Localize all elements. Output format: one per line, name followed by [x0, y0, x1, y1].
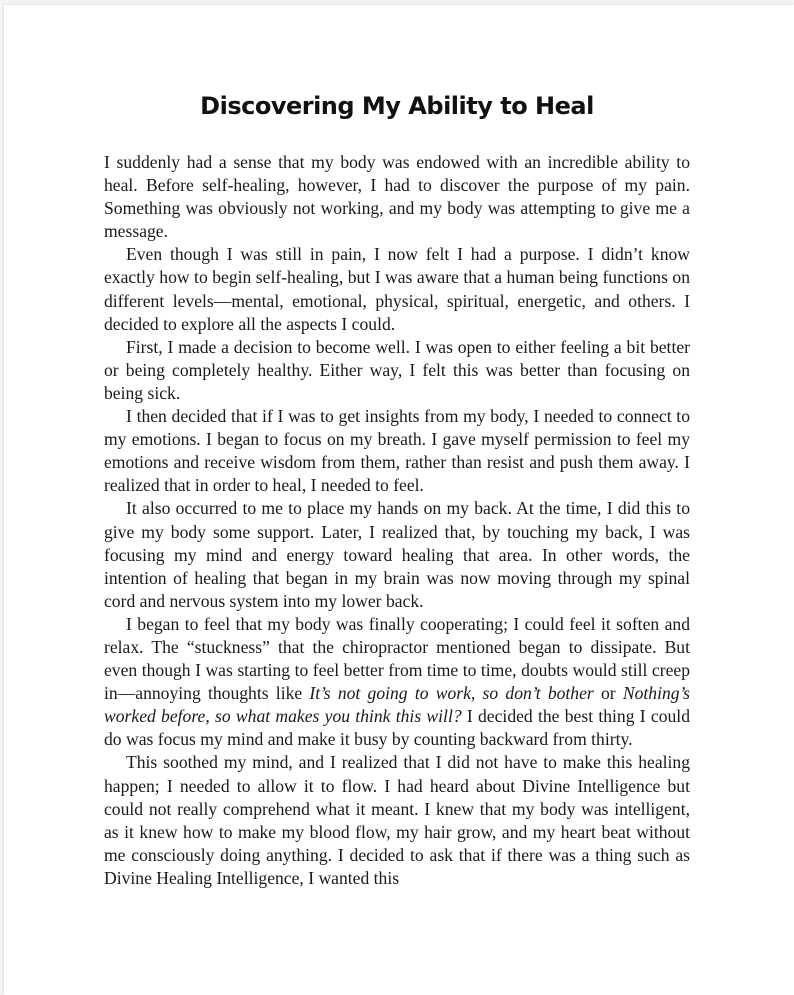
paragraph-6-text-b: or — [593, 683, 623, 704]
paragraph-3: First, I made a decision to become well. I was open to either feeling a bit better or being completely healthy. Either way, I felt this was better than focusing on being sick. — [104, 336, 690, 403]
chapter-title: Discovering My Ability to Heal — [200, 92, 594, 120]
paragraph-2: Even though I was still in pain, I now felt I had a purpose. I didn’t know exactly how to begin self-healing, but I was aware that a human being functions on different levels—mental, emotional, physical, spiritual, energetic, and others. I decided to explore all the aspects I could. — [104, 244, 690, 334]
paragraph-6-text-a: I began to feel that my body was finally cooperating; I could feel it soften and relax. The “stuckness” that the chiropractor mentioned began to dissipate. But even though I was starting to feel better from time to time, doubts would still creep in—annoying thoughts like — [104, 613, 690, 704]
italic-thought-2: Nothing’s worked before, so what makes you think this will? — [104, 683, 690, 727]
body-text — [104, 151, 690, 890]
paragraph-6 — [104, 613, 690, 752]
paragraph-6-text-c: I decided the best thing I could do was focus my mind and make it busy by counting backward from thirty. — [104, 706, 690, 750]
paragraph-1: I suddenly had a sense that my body was endowed with an incredible ability to heal. Before self-healing, however, I had to discover the purpose of my pain. Something was obviously not working, and my body was attempting to give me a message. — [104, 152, 690, 242]
italic-thought-1: It’s not going to work, so don’t bother — [309, 683, 594, 704]
paragraph-4: I then decided that if I was to get insights from my body, I needed to connect to my emotions. I began to focus on my breath. I gave myself permission to feel my emotions and receive wisdom from them, rather than resist and push them away. I realized that in order to heal, I needed to feel. — [104, 406, 690, 496]
paragraph-5: It also occurred to me to place my hands on my back. At the time, I did this to give my body some support. Later, I realized that, by touching my back, I was focusing my mind and energy toward healing that area. In other words, the intention of healing that began in my brain was now moving through my spinal cord and nervous system into my lower back. — [104, 498, 690, 611]
paragraph-7: This soothed my mind, and I realized that I did not have to make this healing happen; I needed to allow it to flow. I had heard about Divine Intelligence but could not really comprehend what it meant. I knew that my body was intelligent, as it knew how to make my blood flow, my hair grow, and my heart beat without me consciously doing anything. I decided to ask that if there was a thing such as Divine Healing Intelligence, I wanted this — [104, 752, 690, 888]
